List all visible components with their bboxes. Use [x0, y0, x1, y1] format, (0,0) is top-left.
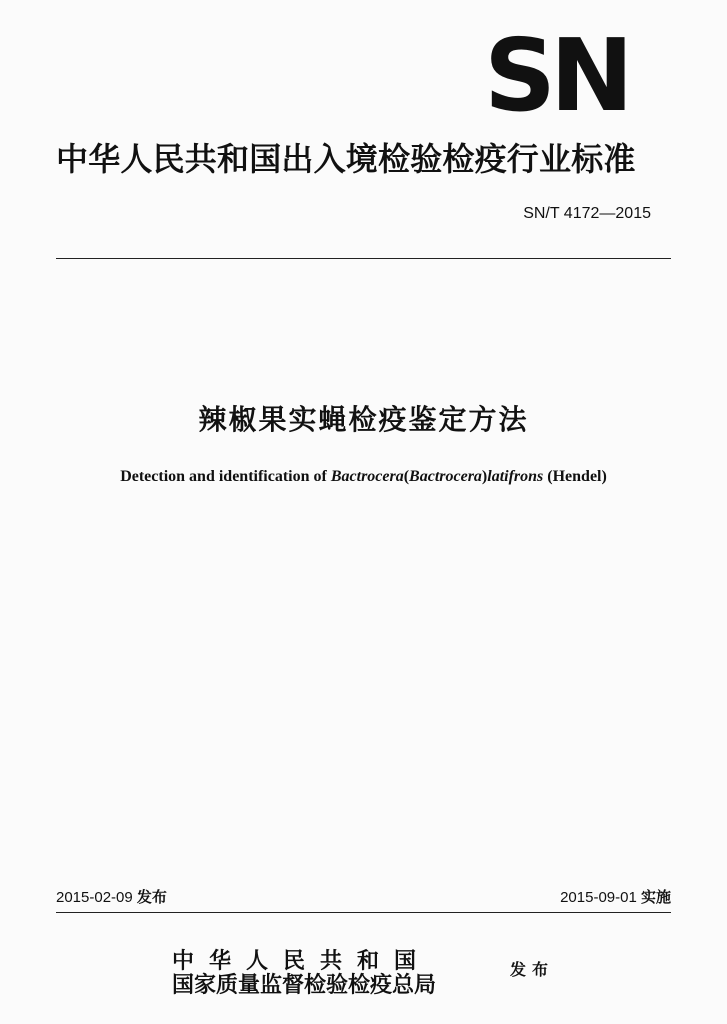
title-en-subgenus: Bactrocera: [409, 468, 482, 485]
title-en-authority: (Hendel): [543, 468, 607, 485]
header-divider: [56, 258, 671, 259]
implement-date-line: [560, 886, 671, 907]
title-en-subgenus-open: (: [403, 468, 410, 485]
implement-date: 2015-09-01: [560, 889, 637, 906]
sn-logo: [484, 34, 634, 114]
issuer-name-line1: 中华人民共和国: [172, 948, 432, 974]
issue-date: 2015-02-09: [56, 889, 133, 906]
standard-code: SN/T 4172—2015: [523, 205, 651, 222]
issuer-action: 发布: [510, 960, 555, 979]
title-en-subgenus-close: ): [481, 468, 488, 485]
sn-logo-text: SN: [484, 34, 628, 114]
organization-title: 中华人民共和国出入境检验检疫行业标准: [56, 140, 636, 178]
title-en-prefix: Detection and identification of: [120, 468, 331, 485]
footer-divider: [56, 912, 671, 913]
title-en-species: latifrons: [487, 468, 544, 485]
document-title-zh: 辣椒果实蝇检疫鉴定方法: [198, 403, 529, 436]
title-en-genus: Bactrocera: [330, 468, 404, 485]
issue-date-label: 发布: [136, 888, 167, 906]
implement-date-label: 实施: [640, 888, 671, 906]
issue-date-line: [56, 886, 167, 907]
issuer-name-line2: 国家质量监督检验检疫总局: [172, 972, 437, 998]
document-title-en: [0, 468, 727, 486]
